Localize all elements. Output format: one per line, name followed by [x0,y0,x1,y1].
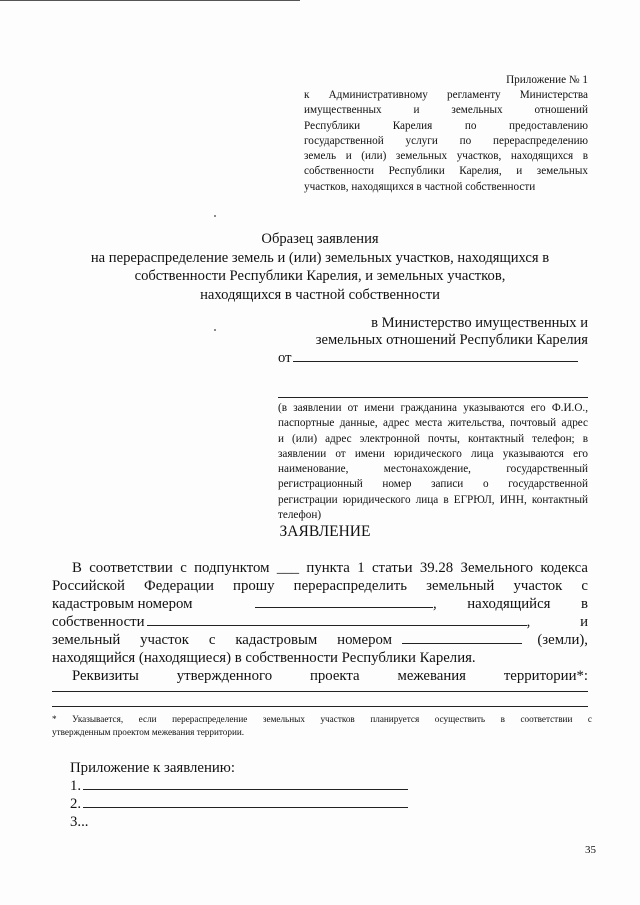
sample-subtitle-line: собственности Республики Карелия, и земельных участков, [134,268,506,285]
scan-dot [214,215,216,217]
applicant-note [278,401,588,523]
note-line: наименование, местонахождение, государственный [278,463,588,476]
project-details-blank-2 [52,706,588,707]
located-text: , находящийся в [433,596,588,612]
body-line-2: Российской Федерации прошу перераспределить земельный участок с [52,578,588,594]
attachment-blank [83,777,408,790]
footnote-line: * Указывается, если перераспределение земельных участков планируется осуществить в соответствии с [52,714,592,724]
attachment-blank [83,795,408,808]
appendix-line: Республики Карелия по предоставлению [304,119,588,132]
footnote-line: утвержденным проектом межевания территории. [52,727,245,737]
second-plot-label: земельный участок с кадастровым номером [52,632,392,648]
ownership-blank [147,613,527,626]
appendix-line: участков, находящихся в частной собственности [304,180,536,193]
from-field [278,349,578,367]
appendix-line: имущественных и земельных отношений [304,104,588,117]
note-line: заявлении от имени юридического лица указываются его [278,447,588,460]
attachments-title: Приложение к заявлению: [70,760,235,776]
appendix-line: к Административному регламенту Министерства [304,89,588,101]
sample-subtitle-line: находящихся в частной собственности [200,286,440,303]
body-line-1: В соответствии с подпунктом ___ пункта 1 статьи 39.28 Земельного кодекса [72,560,588,576]
appendix-line: государственной услуги по перераспределению [304,134,588,147]
appendix-line: земель и (или) земельных участков, находящихся в [304,150,588,163]
cadastral-number-blank [255,595,433,608]
attachment-item-2 [70,795,408,813]
applicant-blank-line [278,397,588,398]
sample-subtitle [40,249,600,304]
appendix-text [304,88,588,195]
from-blank [293,349,578,362]
body-line-5 [52,631,588,649]
attachment-number: 1. [70,778,82,794]
note-line: паспортные данные, адрес места жительства, почтовый адрес [278,417,588,430]
scan-dot [214,329,216,331]
note-line: регистрации юридического лица в ЕГРЮЛ, ИНН, контактный [278,493,588,506]
body-line-4 [52,613,588,631]
note-line: и (или) адрес электронной почты, контактный телефон; в [278,432,588,445]
body-line-3 [52,595,588,613]
attachment-number: 2. [70,796,82,812]
sample-subtitle-line: на перераспределение земель и (или) земельных участков, находящихся в [90,250,550,266]
cadastral-label: кадастровым номером [52,596,193,612]
sample-title: Образец заявления [261,231,379,247]
project-details-blank-1 [52,691,588,692]
note-line: (в заявлении от имени гражданина указываются его Ф.И.О., [278,402,588,414]
from-label: от [278,350,292,366]
note-line: регистрационный номер записи о государственной [278,478,588,491]
appendix-title: Приложение № 1 [506,74,588,86]
cadastral-group [255,595,588,613]
note-line: телефон) [278,509,322,522]
lands-text: (земли), [537,632,588,648]
attachment-item-1 [70,777,408,795]
appendix-line: собственности Республики Карелия, и земельных [304,165,588,178]
document-heading: ЗАЯВЛЕНИЕ [279,523,371,540]
scan-edge-line [0,0,300,1]
body-line-6: находящийся (находящиеся) в собственности Республики Карелия. [52,650,476,666]
addressee-line-1: в Министерство имущественных и [371,315,588,331]
and-text: , и [526,614,588,630]
ownership-label: собственности [52,614,145,630]
attachment-item-3: 3... [70,814,89,830]
second-cadastral-blank [402,631,522,644]
page-number: 35 [585,844,596,856]
footnote [52,713,592,739]
body-line-7: Реквизиты утвержденного проекта межевания территории*: [72,668,588,684]
addressee-line-2: земельных отношений Республики Карелия [315,332,588,348]
